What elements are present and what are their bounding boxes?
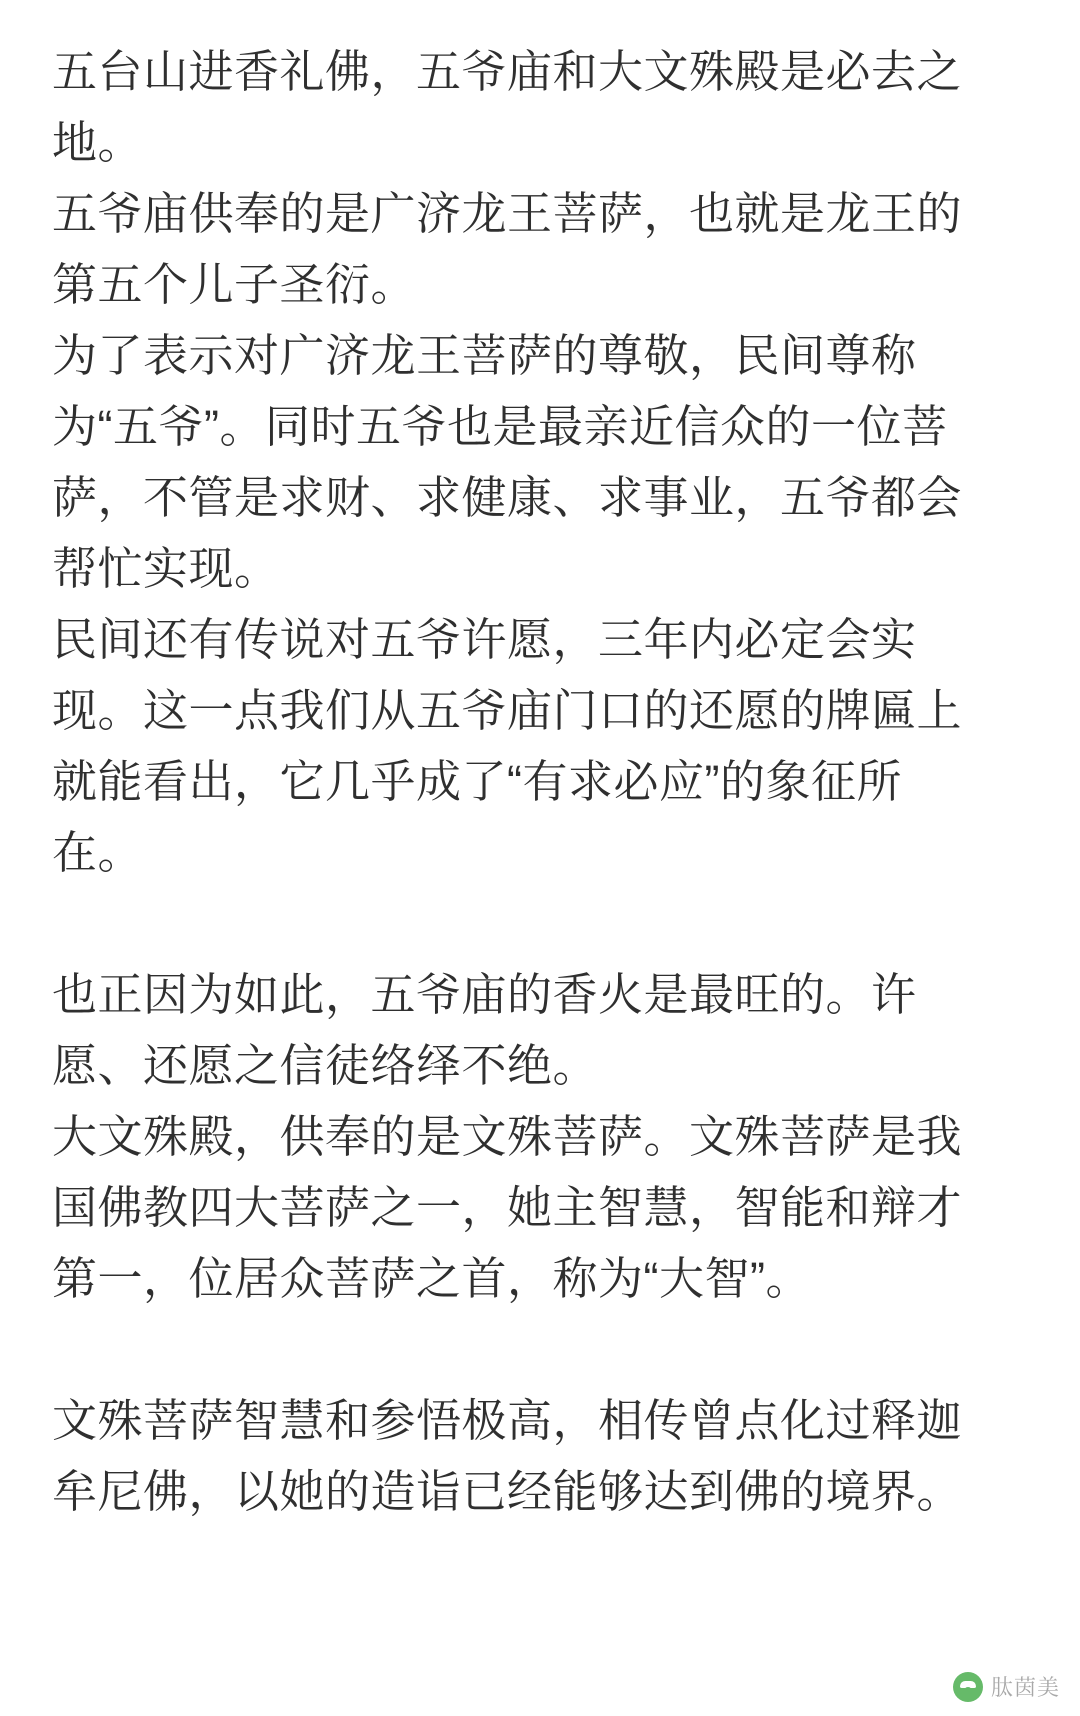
paragraph: 五台山进香礼佛，五爷庙和大文殊殿是必去之地。 [52, 46, 963, 168]
paragraph: 文殊菩萨智慧和参悟极高，相传曾点化过释迦牟尼佛，以她的造诣已经能够达到佛的境界。 [52, 1395, 963, 1517]
paragraph: 民间还有传说对五爷许愿，三年内必定会实现。这一点我们从五爷庙门口的还愿的牌匾上就能看出，它几乎成了“有求必应”的象征所在。 [52, 614, 963, 878]
paragraph: 五爷庙供奉的是广济龙王菩萨，也就是龙王的第五个儿子圣衍。 [52, 188, 963, 310]
wechat-account-logo-icon [953, 1672, 983, 1702]
paragraph-spacer [52, 1314, 982, 1385]
paragraph: 也正因为如此，五爷庙的香火是最旺的。许愿、还愿之信徒络绎不绝。 [52, 969, 917, 1091]
paragraph-spacer [52, 888, 982, 959]
watermark [953, 1671, 1060, 1702]
watermark-label: 肽茵美 [990, 1675, 1060, 1700]
paragraph: 为了表示对广济龙王菩萨的尊敬，民间尊称为“五爷”。同时五爷也是最亲近信众的一位菩萨，不管是求财、求健康、求事业，五爷都会帮忙实现。 [52, 330, 963, 594]
article-body [52, 36, 982, 1527]
paragraph: 大文殊殿，供奉的是文殊菩萨。文殊菩萨是我国佛教四大菩萨之一，她主智慧，智能和辩才第一，位居众菩萨之首，称为“大智”。 [52, 1111, 963, 1304]
